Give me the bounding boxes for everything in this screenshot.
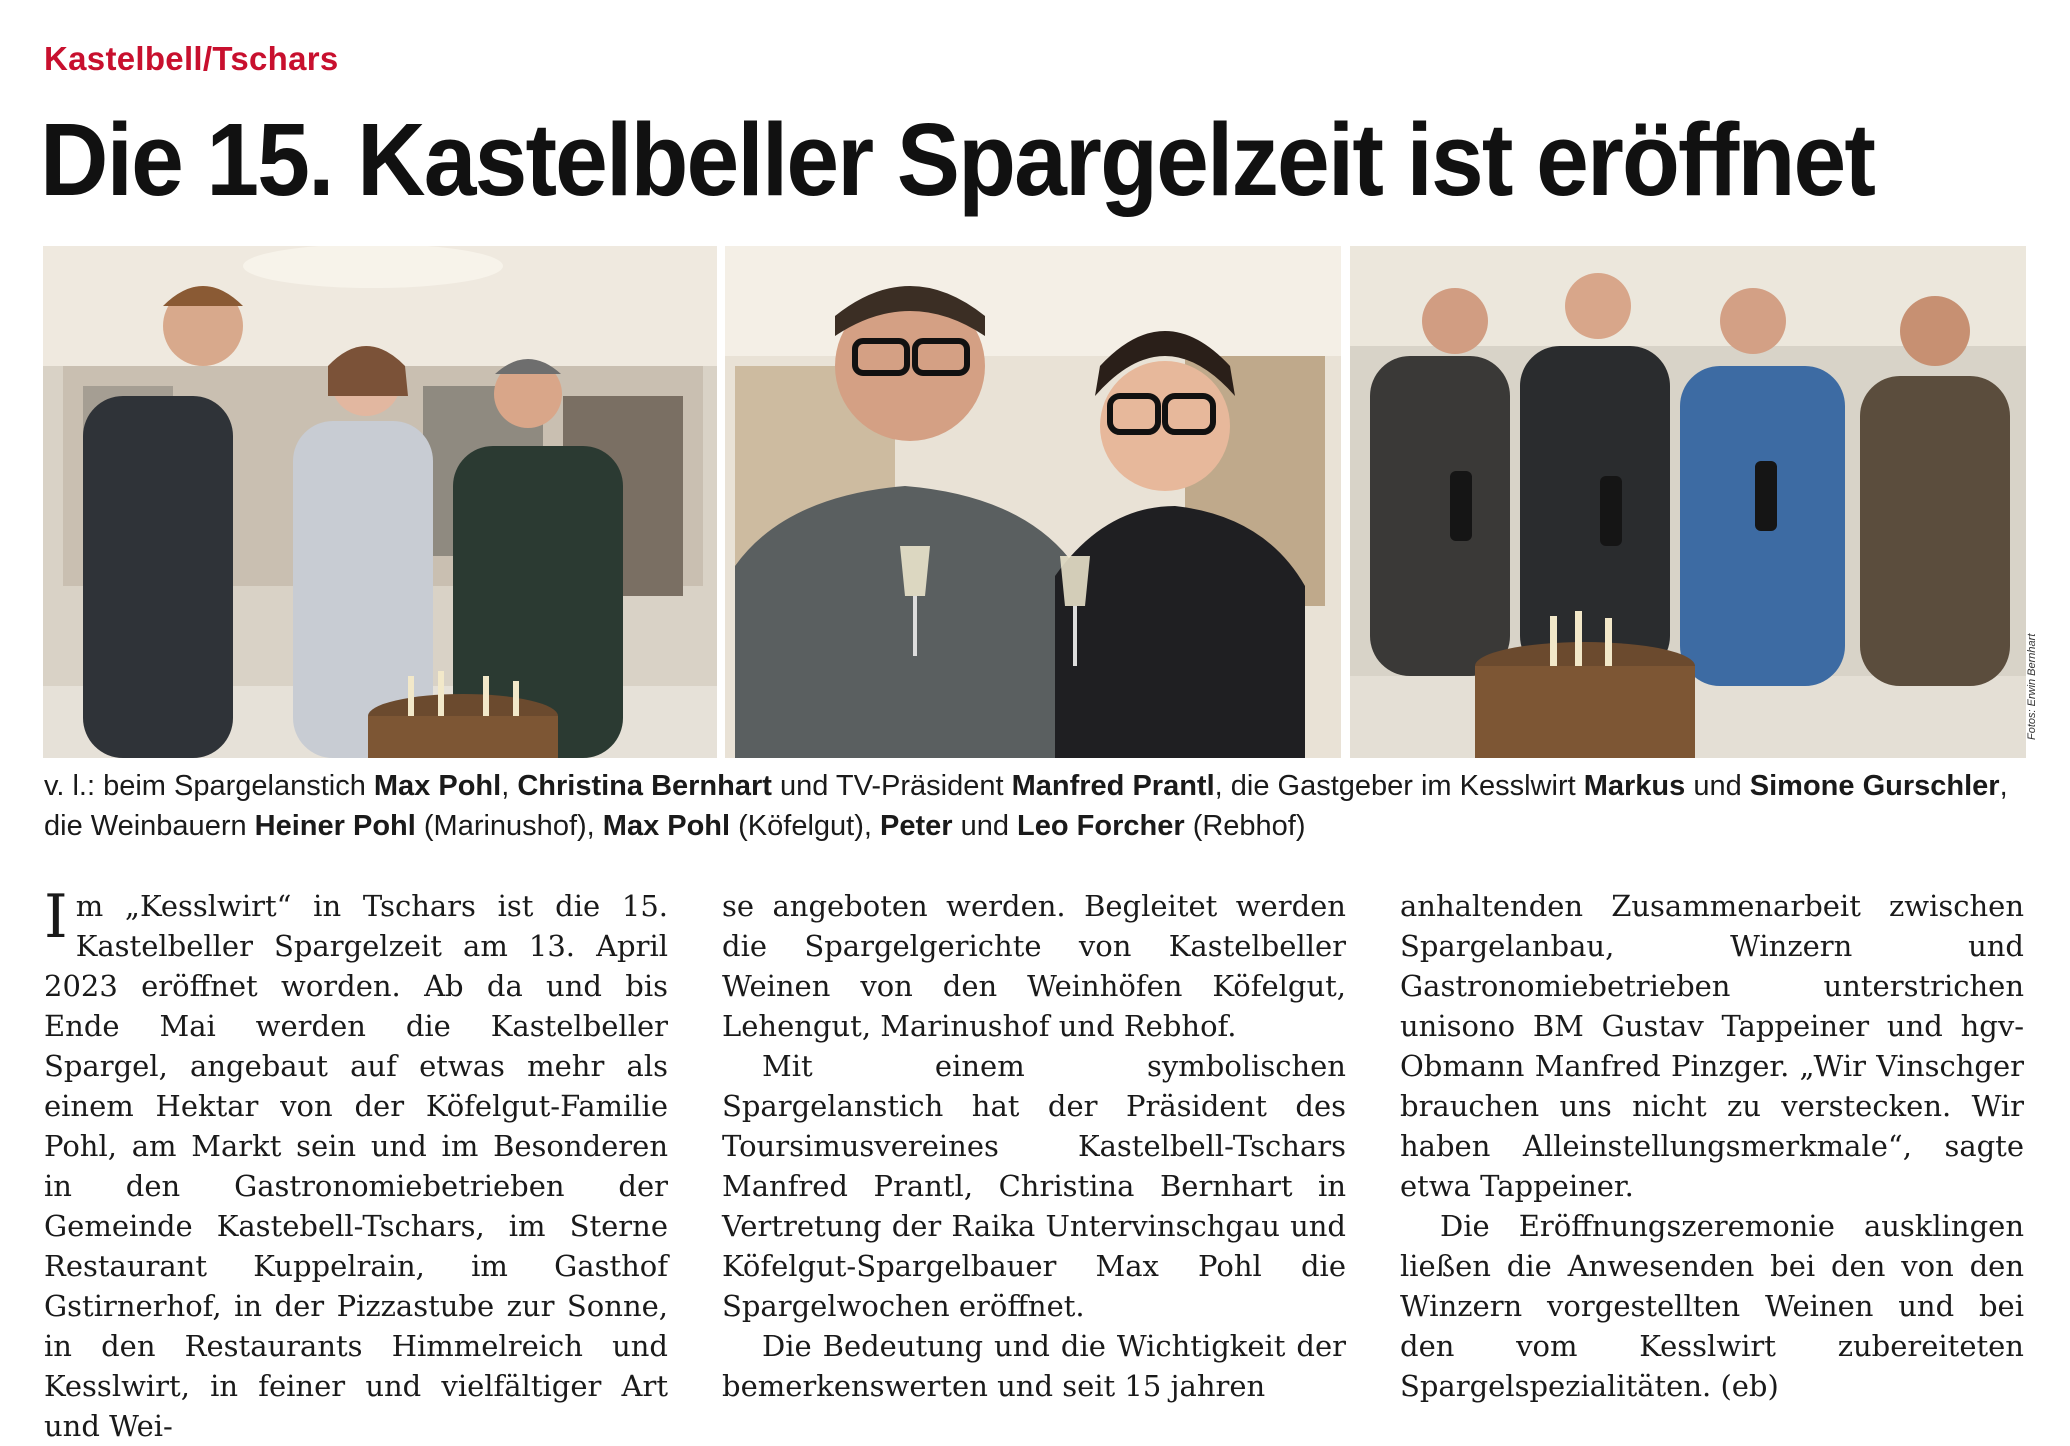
article-column-3 [1400,886,2024,1406]
caption-text: , die Gastgeber im Kesslwirt [1214,770,1584,802]
col1-paragraph-1: m „Kesslwirt“ in Tschars ist die 15. Kastelbeller Spargelzeit am 13. April 2023 eröffnet worden. Ab da und bis Ende Mai werden die Kastelbeller Spargel, angebaut auf etwas mehr als einem Hektar von der Köfelgut-Familie Pohl, am Markt sein und im Besonderen in den Gastronomiebetrieben der Gemeinde Kastebell-Tschars, im Sterne Restaurant Kuppelrain, im Gasthof Gstirnerhof, in der Pizzastube zur Sonne, in den Restaurants Himmelreich und Kesslwirt, in feiner und vielfältiger Art und Wei- [44,889,668,1443]
caption-text: , [501,770,518,802]
photo-credit: Fotos: Erwin Bernhart [2026,633,2038,740]
caption-text: (Köfelgut), [730,810,880,842]
caption-name: Heiner Pohl [254,810,416,842]
caption-name: Markus [1583,770,1686,802]
caption-text: v. l.: beim Spargelanstich [44,770,374,802]
drop-cap: I [44,882,68,952]
caption-name: Max Pohl [373,770,502,802]
caption-name: Simone Gurschler [1749,770,2000,802]
col2-paragraph-2: Mit einem symbolischen Spargelanstich hat der Präsident des Toursimusvereines Kastelbell-Tschars Manfred Prantl, Christina Bernhart in Vertretung der Raika Untervinschgau und Köfelgut-Spargelbauer Max Pohl die Spargelwochen eröffnet. [722,1049,1346,1323]
caption-name: Peter [880,810,953,842]
photo-gastgeber [725,246,1341,758]
caption-text: , die Weinbauern [44,770,2008,842]
col2-paragraph-1: se angeboten werden. Begleitet werden die Spargelgerichte von Kastelbeller Weinen von den Weinhöfen Köfelgut, Lehengut, Marinushof und Rebhof. [722,889,1346,1043]
caption-name: Max Pohl [602,810,731,842]
photo-weinbauern [1350,246,2026,758]
article-column-2 [722,886,1346,1406]
caption-text: und [952,810,1018,842]
caption-text: und [1685,770,1750,802]
col3-paragraph-1: anhaltenden Zusammenarbeit zwischen Spargelanbau, Winzern und Gastronomiebetrieben unterstrichen unisono BM Gustav Tappeiner und hgv-Obmann Manfred Pinzger. „Wir Vinschger brauchen uns nicht zu verstecken. Wir haben Alleinstellungsmerkmale“, sagte etwa Tappeiner. [1400,889,2024,1203]
section-kicker: Kastelbell/Tschars [44,40,339,77]
col3-paragraph-2: Die Eröffnungszeremonie ausklingen ließen die Anwesenden bei den von den Winzern vorgestellten Weinen und bei den vom Kesslwirt zubereiteten Spargelspezialitäten. (eb) [1400,1209,2024,1403]
caption-name: Leo Forcher [1017,810,1185,842]
caption-name: Christina Bernhart [517,770,772,802]
article-column-1 [44,882,668,1446]
caption-text: (Marinushof), [415,810,603,842]
photo-spargelanstich [43,246,717,758]
caption-name: Manfred Prantl [1011,770,1215,802]
caption-text: (Rebhof) [1184,810,1306,842]
col2-paragraph-3: Die Bedeutung und die Wichtigkeit der bemerkenswerten und seit 15 jahren [722,1329,1346,1403]
photo-caption [44,766,2029,846]
article-headline: Die 15. Kastelbeller Spargelzeit ist eröffnet [40,102,1875,217]
caption-text: und TV-Präsident [771,770,1012,802]
